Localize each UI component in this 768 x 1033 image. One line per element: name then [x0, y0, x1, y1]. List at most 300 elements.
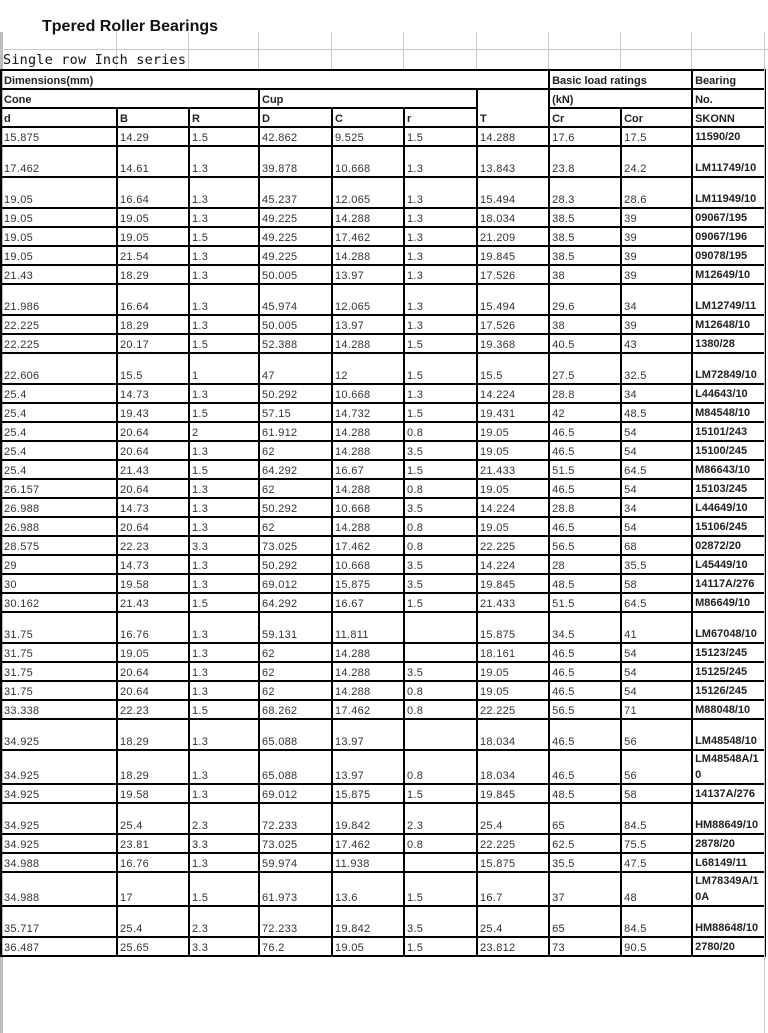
cell-C: 14.288	[332, 422, 404, 441]
cell-B: 16.64	[117, 177, 189, 208]
table-row	[1, 334, 765, 353]
cell-B: 20.64	[117, 681, 189, 700]
cell-B: 14.73	[117, 498, 189, 517]
series-subtitle: Single row Inch series	[3, 52, 187, 68]
table-row	[1, 853, 765, 872]
cell-r: 3.5	[404, 574, 477, 593]
cell-Cr: 46.5	[549, 643, 621, 662]
cell-Cor: 58	[621, 784, 692, 803]
col-header-R: R	[189, 108, 259, 127]
cell-T: 23.812	[477, 937, 549, 956]
table-row	[1, 498, 765, 517]
cell-bearing-no: M84548/10	[692, 403, 765, 422]
cell-bearing-no: LM11749/10	[692, 146, 765, 177]
cell-r: 1.3	[404, 227, 477, 246]
cell-B: 21.54	[117, 246, 189, 265]
cell-bearing-no: LM12749/11	[692, 284, 765, 315]
cell-T: 19.05	[477, 517, 549, 536]
cell-Cr: 38	[549, 265, 621, 284]
cell-D: 45.974	[259, 284, 332, 315]
cell-B: 18.29	[117, 719, 189, 750]
cell-B: 20.64	[117, 422, 189, 441]
cell-D: 61.973	[259, 872, 332, 906]
cell-C: 10.668	[332, 498, 404, 517]
cell-bearing-no: LM67048/10	[692, 612, 765, 643]
cell-d: 19.05	[1, 246, 117, 265]
cell-d: 29	[1, 555, 117, 574]
cell-Cr: 28.8	[549, 384, 621, 403]
cell-C: 14.732	[332, 403, 404, 422]
cell-B: 14.61	[117, 146, 189, 177]
cell-B: 18.29	[117, 265, 189, 284]
cell-D: 62	[259, 681, 332, 700]
cell-R: 1.5	[189, 227, 259, 246]
cell-d: 22.606	[1, 353, 117, 384]
cell-C: 17.462	[332, 227, 404, 246]
cell-D: 49.225	[259, 246, 332, 265]
cell-T: 19.05	[477, 662, 549, 681]
table-row	[1, 517, 765, 536]
cell-r: 1.5	[404, 127, 477, 146]
cell-r: 1.3	[404, 246, 477, 265]
cell-Cr: 28.3	[549, 177, 621, 208]
cell-r: 1.3	[404, 384, 477, 403]
cell-r: 0.8	[404, 834, 477, 853]
cell-bearing-no: L44643/10	[692, 384, 765, 403]
table-body	[1, 127, 765, 956]
cell-bearing-no: 15100/245	[692, 441, 765, 460]
cell-Cr: 65	[549, 803, 621, 834]
cell-r: 0.8	[404, 517, 477, 536]
cell-B: 25.65	[117, 937, 189, 956]
cell-r: 1.5	[404, 334, 477, 353]
cell-B: 18.29	[117, 750, 189, 784]
cell-T: 14.288	[477, 127, 549, 146]
cell-Cr: 23.8	[549, 146, 621, 177]
cell-Cr: 65	[549, 906, 621, 937]
cell-Cor: 48	[621, 872, 692, 906]
cell-D: 62	[259, 441, 332, 460]
cell-r: 0.8	[404, 681, 477, 700]
cell-R: 1.3	[189, 441, 259, 460]
cell-Cor: 64.5	[621, 593, 692, 612]
cell-T: 19.05	[477, 441, 549, 460]
table-row	[1, 315, 765, 334]
cell-D: 64.292	[259, 460, 332, 479]
table-row	[1, 353, 765, 384]
cell-D: 62	[259, 479, 332, 498]
cell-r: 1.5	[404, 353, 477, 384]
cell-B: 16.76	[117, 853, 189, 872]
cell-C: 16.67	[332, 593, 404, 612]
cell-r: 1.3	[404, 177, 477, 208]
cell-Cor: 84.5	[621, 803, 692, 834]
cell-D: 76.2	[259, 937, 332, 956]
cell-T: 21.209	[477, 227, 549, 246]
cell-bearing-no: 2780/20	[692, 937, 765, 956]
cell-B: 19.05	[117, 208, 189, 227]
cell-C: 10.668	[332, 146, 404, 177]
cell-B: 25.4	[117, 803, 189, 834]
cell-C: 19.842	[332, 803, 404, 834]
cell-D: 73.025	[259, 834, 332, 853]
cell-Cor: 17.5	[621, 127, 692, 146]
cell-C: 14.288	[332, 517, 404, 536]
cell-C: 14.288	[332, 334, 404, 353]
cell-T: 15.494	[477, 177, 549, 208]
cell-d: 28.575	[1, 536, 117, 555]
cell-bearing-no: HM88649/10	[692, 803, 765, 834]
cell-B: 18.29	[117, 315, 189, 334]
cell-r: 3.5	[404, 662, 477, 681]
cell-R: 1.3	[189, 612, 259, 643]
cell-d: 33.338	[1, 700, 117, 719]
cell-Cr: 56.5	[549, 536, 621, 555]
cell-Cor: 56	[621, 719, 692, 750]
cell-d: 35.717	[1, 906, 117, 937]
cell-R: 1.3	[189, 719, 259, 750]
cell-C: 15.875	[332, 574, 404, 593]
table-row	[1, 662, 765, 681]
cell-R: 1.3	[189, 517, 259, 536]
table-row	[1, 906, 765, 937]
cell-C: 13.6	[332, 872, 404, 906]
cell-r: 2.3	[404, 803, 477, 834]
cell-r: 1.5	[404, 403, 477, 422]
cell-Cor: 54	[621, 422, 692, 441]
cell-r: 0.8	[404, 536, 477, 555]
cell-R: 1.3	[189, 284, 259, 315]
cell-bearing-no: 09067/195	[692, 208, 765, 227]
table-row	[1, 555, 765, 574]
cell-B: 14.73	[117, 384, 189, 403]
cell-D: 62	[259, 643, 332, 662]
cell-bearing-no: L44649/10	[692, 498, 765, 517]
cell-C: 17.462	[332, 700, 404, 719]
cell-T: 19.05	[477, 422, 549, 441]
cell-B: 16.64	[117, 284, 189, 315]
cell-T: 15.875	[477, 612, 549, 643]
cell-r	[404, 643, 477, 662]
cell-R: 3.3	[189, 536, 259, 555]
cell-d: 34.925	[1, 719, 117, 750]
table-row	[1, 643, 765, 662]
table-row	[1, 834, 765, 853]
cell-T: 18.034	[477, 208, 549, 227]
cell-bearing-no: 15125/245	[692, 662, 765, 681]
cell-B: 19.05	[117, 643, 189, 662]
cell-bearing-no: 15101/243	[692, 422, 765, 441]
col-header-skonn: SKONN	[692, 108, 765, 127]
cell-R: 1.3	[189, 246, 259, 265]
cell-R: 1	[189, 353, 259, 384]
cell-r: 1.3	[404, 265, 477, 284]
cell-D: 72.233	[259, 803, 332, 834]
cell-C: 14.288	[332, 208, 404, 227]
table-row	[1, 284, 765, 315]
cell-R: 1.3	[189, 177, 259, 208]
table-row	[1, 208, 765, 227]
cell-B: 20.64	[117, 441, 189, 460]
cell-T: 19.05	[477, 479, 549, 498]
table-row	[1, 700, 765, 719]
cell-Cor: 68	[621, 536, 692, 555]
table-row	[1, 246, 765, 265]
cell-bearing-no: LM72849/10	[692, 353, 765, 384]
cell-bearing-no: M88048/10	[692, 700, 765, 719]
cell-Cr: 46.5	[549, 441, 621, 460]
cell-T: 14.224	[477, 498, 549, 517]
table-row	[1, 574, 765, 593]
cell-T: 15.875	[477, 853, 549, 872]
cell-bearing-no: LM48548/10	[692, 719, 765, 750]
cell-T: 19.05	[477, 681, 549, 700]
cell-C: 16.67	[332, 460, 404, 479]
cell-Cor: 75.5	[621, 834, 692, 853]
cell-r	[404, 719, 477, 750]
cell-B: 21.43	[117, 593, 189, 612]
cell-Cr: 34.5	[549, 612, 621, 643]
cell-D: 57.15	[259, 403, 332, 422]
cell-C: 10.668	[332, 555, 404, 574]
cell-D: 50.005	[259, 315, 332, 334]
cell-D: 72.233	[259, 906, 332, 937]
cell-r: 3.5	[404, 906, 477, 937]
cell-Cr: 40.5	[549, 334, 621, 353]
cell-d: 31.75	[1, 681, 117, 700]
cell-B: 14.73	[117, 555, 189, 574]
cell-d: 25.4	[1, 441, 117, 460]
cell-Cr: 27.5	[549, 353, 621, 384]
cell-Cr: 56.5	[549, 700, 621, 719]
cell-Cor: 71	[621, 700, 692, 719]
table-row	[1, 146, 765, 177]
cell-r: 1.5	[404, 593, 477, 612]
cell-T: 22.225	[477, 700, 549, 719]
cell-Cor: 43	[621, 334, 692, 353]
cell-D: 61.912	[259, 422, 332, 441]
cell-Cr: 42	[549, 403, 621, 422]
cell-Cor: 39	[621, 315, 692, 334]
cell-T: 25.4	[477, 803, 549, 834]
cell-C: 14.288	[332, 441, 404, 460]
table-row	[1, 536, 765, 555]
cell-bearing-no: M86643/10	[692, 460, 765, 479]
cell-r: 0.8	[404, 750, 477, 784]
cell-B: 20.64	[117, 517, 189, 536]
col-header-T: T	[477, 89, 549, 127]
cup-header: Cup	[259, 89, 477, 108]
cell-bearing-no: 15123/245	[692, 643, 765, 662]
cell-D: 59.131	[259, 612, 332, 643]
cell-C: 9.525	[332, 127, 404, 146]
cell-Cr: 28.8	[549, 498, 621, 517]
cell-Cr: 48.5	[549, 574, 621, 593]
cell-D: 65.088	[259, 750, 332, 784]
table-row	[1, 593, 765, 612]
cell-Cor: 24.2	[621, 146, 692, 177]
cell-Cr: 51.5	[549, 460, 621, 479]
cell-Cor: 54	[621, 643, 692, 662]
cell-R: 1.3	[189, 574, 259, 593]
table-row	[1, 479, 765, 498]
cell-R: 1.5	[189, 334, 259, 353]
cell-r	[404, 853, 477, 872]
cell-D: 49.225	[259, 208, 332, 227]
cell-Cr: 17.6	[549, 127, 621, 146]
bearing-header: Bearing	[692, 70, 765, 89]
cell-C: 14.288	[332, 479, 404, 498]
cell-Cor: 48.5	[621, 403, 692, 422]
cell-bearing-no: M86649/10	[692, 593, 765, 612]
sheet-gridline-right	[764, 32, 765, 1033]
table-row	[1, 265, 765, 284]
cell-C: 17.462	[332, 536, 404, 555]
cell-C: 19.05	[332, 937, 404, 956]
cell-B: 17	[117, 872, 189, 906]
cell-R: 1.3	[189, 555, 259, 574]
cell-bearing-no: 11590/20	[692, 127, 765, 146]
cell-T: 22.225	[477, 834, 549, 853]
cell-T: 14.224	[477, 384, 549, 403]
cell-d: 34.925	[1, 834, 117, 853]
cell-B: 23.81	[117, 834, 189, 853]
page-title: Tpered Roller Bearings	[42, 18, 219, 35]
cell-T: 19.845	[477, 246, 549, 265]
cell-Cor: 58	[621, 574, 692, 593]
cell-Cor: 54	[621, 662, 692, 681]
cell-R: 3.3	[189, 834, 259, 853]
cell-R: 1.3	[189, 265, 259, 284]
cell-bearing-no: HM88648/10	[692, 906, 765, 937]
cell-Cr: 48.5	[549, 784, 621, 803]
table-row	[1, 441, 765, 460]
cell-bearing-no: L68149/11	[692, 853, 765, 872]
cell-C: 13.97	[332, 265, 404, 284]
cell-Cr: 62.5	[549, 834, 621, 853]
cell-R: 1.5	[189, 403, 259, 422]
cell-T: 22.225	[477, 536, 549, 555]
cell-T: 15.5	[477, 353, 549, 384]
col-header-B: B	[117, 108, 189, 127]
cell-d: 30.162	[1, 593, 117, 612]
cell-d: 26.988	[1, 517, 117, 536]
cell-Cor: 56	[621, 750, 692, 784]
cell-bearing-no: L45449/10	[692, 555, 765, 574]
cell-d: 31.75	[1, 643, 117, 662]
cell-Cr: 37	[549, 872, 621, 906]
cell-Cor: 41	[621, 612, 692, 643]
cell-Cor: 90.5	[621, 937, 692, 956]
cell-R: 1.3	[189, 643, 259, 662]
cell-R: 2.3	[189, 906, 259, 937]
cell-bearing-no: 02872/20	[692, 536, 765, 555]
cell-Cor: 64.5	[621, 460, 692, 479]
table-row	[1, 422, 765, 441]
cell-R: 1.3	[189, 479, 259, 498]
table-row	[1, 750, 765, 784]
cell-D: 50.292	[259, 498, 332, 517]
cell-R: 1.5	[189, 460, 259, 479]
table-row	[1, 460, 765, 479]
cell-r: 1.5	[404, 460, 477, 479]
cell-R: 1.3	[189, 208, 259, 227]
table-row	[1, 177, 765, 208]
cell-Cr: 38.5	[549, 227, 621, 246]
cell-r: 3.5	[404, 555, 477, 574]
cell-r: 1.3	[404, 284, 477, 315]
cell-bearing-no: 09078/195	[692, 246, 765, 265]
cell-R: 1.3	[189, 681, 259, 700]
cell-d: 34.925	[1, 803, 117, 834]
cell-D: 45.237	[259, 177, 332, 208]
cell-C: 11.938	[332, 853, 404, 872]
cell-R: 1.5	[189, 593, 259, 612]
cell-B: 19.58	[117, 574, 189, 593]
cell-C: 12	[332, 353, 404, 384]
cell-d: 21.43	[1, 265, 117, 284]
col-header-Cr: Cr	[549, 108, 621, 127]
cell-T: 17.526	[477, 265, 549, 284]
cell-bearing-no: LM78349A/10A	[692, 872, 765, 906]
cell-C: 14.288	[332, 681, 404, 700]
cell-bearing-no: M12648/10	[692, 315, 765, 334]
cell-bearing-no: 14117A/276	[692, 574, 765, 593]
cell-d: 15.875	[1, 127, 117, 146]
col-header-Cor: Cor	[621, 108, 692, 127]
cell-d: 25.4	[1, 460, 117, 479]
table-row	[1, 784, 765, 803]
cell-d: 22.225	[1, 334, 117, 353]
cell-d: 30	[1, 574, 117, 593]
cell-Cor: 35.5	[621, 555, 692, 574]
cell-d: 31.75	[1, 662, 117, 681]
cell-r: 1.5	[404, 784, 477, 803]
cell-d: 34.988	[1, 853, 117, 872]
cell-d: 25.4	[1, 403, 117, 422]
cell-B: 19.43	[117, 403, 189, 422]
cell-R: 1.3	[189, 662, 259, 681]
table-row	[1, 937, 765, 956]
cell-D: 59.974	[259, 853, 332, 872]
cell-Cr: 46.5	[549, 750, 621, 784]
cell-d: 25.4	[1, 384, 117, 403]
cell-d: 26.988	[1, 498, 117, 517]
cell-T: 15.494	[477, 284, 549, 315]
cell-C: 13.97	[332, 719, 404, 750]
cell-Cor: 39	[621, 208, 692, 227]
cell-D: 50.292	[259, 555, 332, 574]
bearing-no-header: No.	[692, 89, 765, 108]
cell-Cr: 46.5	[549, 681, 621, 700]
bearing-table	[0, 69, 766, 957]
cell-d: 31.75	[1, 612, 117, 643]
cell-Cr: 38.5	[549, 208, 621, 227]
cell-B: 20.64	[117, 479, 189, 498]
table-row	[1, 612, 765, 643]
cell-T: 21.433	[477, 460, 549, 479]
cell-d: 19.05	[1, 227, 117, 246]
cell-d: 25.4	[1, 422, 117, 441]
cell-Cor: 39	[621, 227, 692, 246]
table-row	[1, 681, 765, 700]
cell-T: 19.845	[477, 574, 549, 593]
cell-R: 1.3	[189, 498, 259, 517]
cell-bearing-no: 15126/245	[692, 681, 765, 700]
cell-T: 17.526	[477, 315, 549, 334]
cell-R: 1.5	[189, 872, 259, 906]
cell-B: 19.05	[117, 227, 189, 246]
